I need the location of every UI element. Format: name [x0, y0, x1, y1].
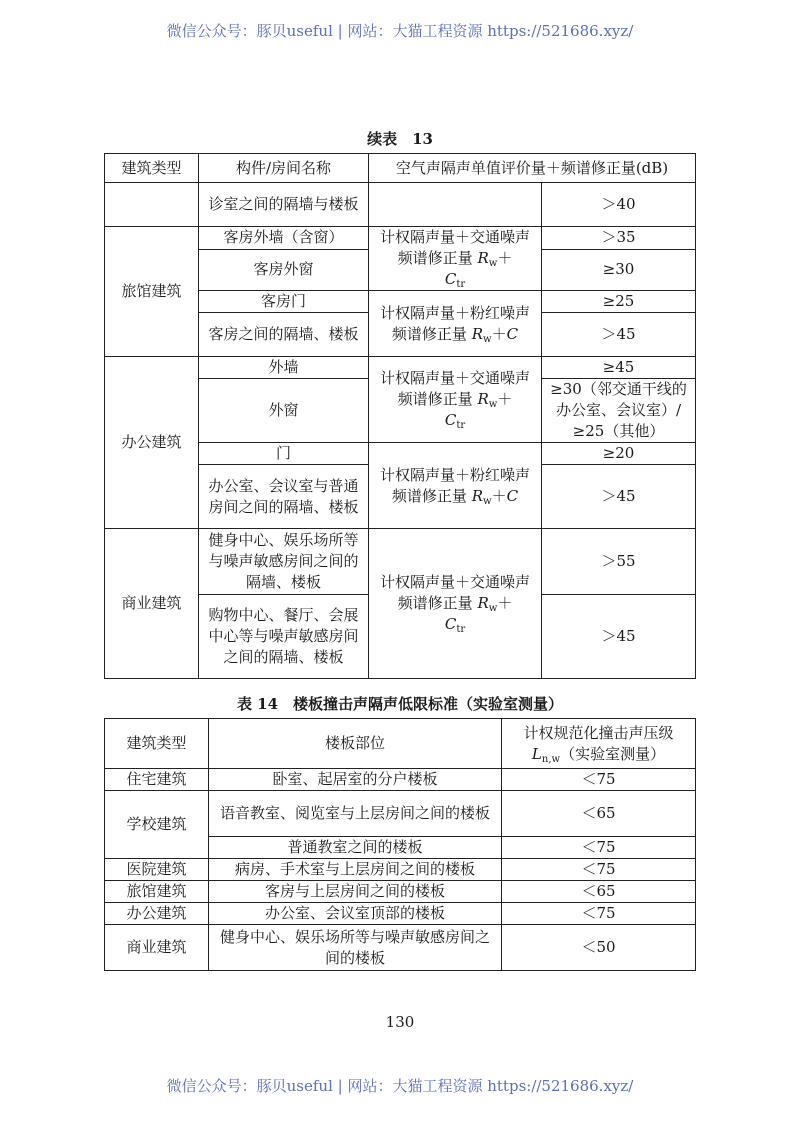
cell-type-hotel: 旅馆建筑: [105, 227, 199, 357]
cell-value: ＜75: [502, 859, 696, 881]
cell-item: 购物中心、餐厅、会展中心等与噪声敏感房间之间的隔墙、楼板: [199, 595, 369, 679]
metric-subscript-w: w: [483, 495, 492, 507]
metric-text: 计权隔声量＋粉红噪声频谱修正量: [379, 303, 530, 343]
cell-item: 健身中心、娱乐场所等与噪声敏感房间之间的隔墙、楼板: [199, 529, 369, 595]
cell-value: ＜75: [502, 769, 696, 791]
page-number: 130: [385, 1013, 415, 1031]
cell-value: ＜65: [502, 881, 696, 903]
table-row: [105, 769, 696, 791]
metric-symbol-r: R: [471, 324, 484, 343]
header-impact-text: 计权规范化撞击声压级: [523, 723, 674, 742]
watermark-top: 微信公众号：豚贝useful | 网站：大猫工程资源 https://521686.xyz/: [166, 22, 634, 40]
metric-subscript-tr: tr: [456, 624, 466, 635]
cell-metric-pink: [369, 291, 542, 357]
table-row: [105, 903, 696, 925]
metric-symbol-c: C: [506, 486, 519, 505]
cell-item: 诊室之间的隔墙与楼板: [199, 183, 369, 227]
cell-part: 语音教室、阅览室与上层房间之间的楼板: [209, 791, 502, 837]
table-row: [105, 227, 696, 250]
metric-subscript-w: w: [488, 399, 498, 410]
metric-subscript-w: w: [483, 333, 492, 345]
metric-subscript-tr: tr: [456, 279, 466, 290]
metric-symbol-c: C: [444, 615, 457, 633]
metric-plus: ＋: [491, 486, 507, 505]
cell-metric-pink: [369, 443, 542, 529]
cell-value: ＞45: [542, 465, 696, 529]
table14-header-row: [105, 719, 696, 769]
cell-type: 医院建筑: [105, 859, 209, 881]
metric-symbol-r: R: [477, 249, 489, 267]
table14: [104, 718, 696, 971]
cell-value: ≥25: [542, 291, 696, 313]
metric-symbol-r: R: [477, 390, 489, 408]
cell-value: ≥45: [542, 357, 696, 379]
cell-item: 客房之间的隔墙、楼板: [199, 313, 369, 357]
cell-type: 住宅建筑: [105, 769, 209, 791]
watermark-bottom: 微信公众号：豚贝useful | 网站：大猫工程资源 https://521686.xyz/: [166, 1077, 634, 1095]
cell-value: ＞45: [542, 595, 696, 679]
cell-type: 商业建筑: [105, 925, 209, 971]
cell-part: 客房与上层房间之间的楼板: [209, 881, 502, 903]
metric-plus: ＋: [491, 324, 507, 343]
cell-type-office: 办公建筑: [105, 357, 199, 529]
cell-type: 旅馆建筑: [105, 881, 209, 903]
table-row: [105, 925, 696, 971]
cell-value: ＜50: [502, 925, 696, 971]
header-metric: 空气声隔声单值评价量＋频谱修正量(dB): [369, 154, 696, 183]
cell-type-commercial: 商业建筑: [105, 529, 199, 679]
cell-item: 外窗: [199, 379, 369, 443]
table13-header-row: [105, 154, 696, 183]
header-building-type: 建筑类型: [105, 154, 199, 183]
cell-part: 健身中心、娱乐场所等与噪声敏感房间之间的楼板: [209, 925, 502, 971]
metric-symbol-c: C: [444, 270, 457, 288]
metric-subscript-tr: tr: [456, 420, 466, 431]
metric-symbol-c: C: [506, 324, 519, 343]
cell-item: 客房门: [199, 291, 369, 313]
cell-value: ＜65: [502, 791, 696, 837]
table-row: [105, 183, 696, 227]
cell-value: ＞40: [542, 183, 696, 227]
table13-caption: 续表 13: [367, 130, 433, 148]
metric-plus: ＋: [497, 249, 513, 267]
cell-type: 学校建筑: [105, 791, 209, 859]
metric-text: 计权隔声量＋粉红噪声频谱修正量: [379, 465, 530, 505]
header-subscript: n,w: [541, 753, 561, 765]
header-suffix: （实验室测量）: [560, 744, 666, 763]
table14-caption: 表 14 楼板撞击声隔声低限标准（实验室测量）: [236, 695, 564, 713]
metric-plus: ＋: [497, 390, 513, 408]
header-floor-part: 楼板部位: [209, 719, 502, 769]
metric-plus: ＋: [497, 594, 513, 612]
metric-text: 计权隔声量＋交通噪声频谱修正量: [379, 573, 530, 612]
cell-part: 卧室、起居室的分户楼板: [209, 769, 502, 791]
cell-part: 病房、手术室与上层房间之间的楼板: [209, 859, 502, 881]
table-row: [105, 791, 696, 837]
cell-value: ＞55: [542, 529, 696, 595]
table-row: [105, 859, 696, 881]
table-row: [105, 529, 696, 595]
cell-value: ≥30: [542, 249, 696, 290]
cell-value: ≥30（邻交通干线的办公室、会议室）/ ≥25（其他）: [542, 379, 696, 443]
cell-metric-traffic: [369, 529, 542, 679]
table-row: [105, 881, 696, 903]
header-impact-level: [502, 719, 696, 769]
cell-item: 客房外墙（含窗）: [199, 227, 369, 250]
metric-subscript-w: w: [488, 603, 498, 614]
metric-text: 计权隔声量＋交通噪声频谱修正量: [379, 228, 530, 267]
cell-value: ＜75: [502, 837, 696, 859]
cell-part: 普通教室之间的楼板: [209, 837, 502, 859]
cell-metric-traffic: [369, 227, 542, 291]
cell-value: ≥20: [542, 443, 696, 465]
cell-item: 外墙: [199, 357, 369, 379]
header-building-type: 建筑类型: [105, 719, 209, 769]
cell-value: ＞35: [542, 227, 696, 250]
metric-symbol-r: R: [471, 486, 484, 505]
table13: [104, 153, 696, 679]
cell-value: ＜75: [502, 903, 696, 925]
cell-type: 办公建筑: [105, 903, 209, 925]
cell-value: ＞45: [542, 313, 696, 357]
header-symbol-l: L: [531, 744, 542, 763]
cell-item: 客房外窗: [199, 249, 369, 290]
cell-item: 办公室、会议室与普通房间之间的隔墙、楼板: [199, 465, 369, 529]
cell-metric-traffic: [369, 357, 542, 443]
cell-part: 办公室、会议室顶部的楼板: [209, 903, 502, 925]
header-component: 构件/房间名称: [199, 154, 369, 183]
table-row: [105, 357, 696, 379]
metric-subscript-w: w: [488, 258, 498, 269]
metric-text: 计权隔声量＋交通噪声频谱修正量: [379, 369, 530, 408]
metric-symbol-r: R: [477, 594, 489, 612]
cell-item: 门: [199, 443, 369, 465]
metric-symbol-c: C: [444, 411, 457, 429]
